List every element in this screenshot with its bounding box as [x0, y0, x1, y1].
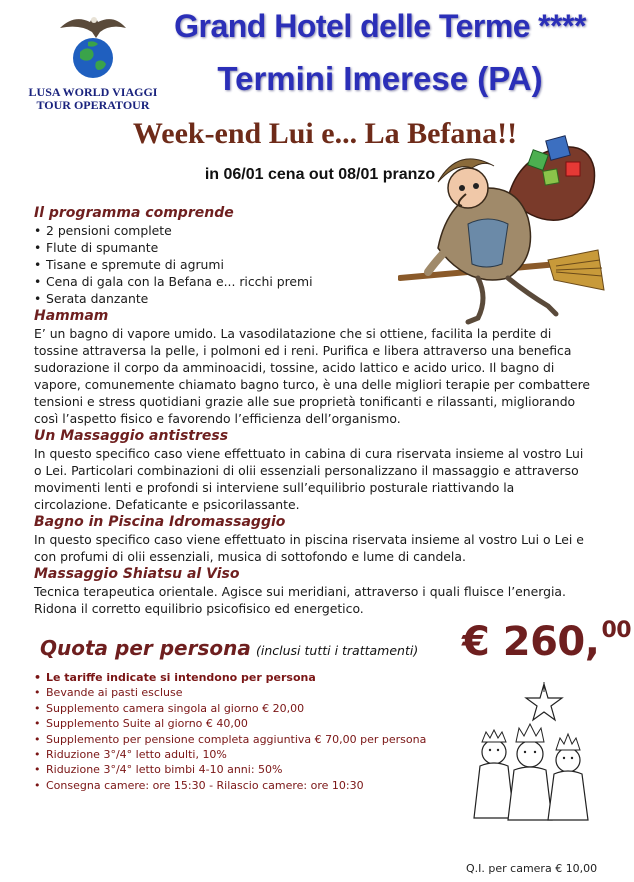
list-item: • Flute di spumante	[34, 239, 594, 256]
main-content	[34, 204, 594, 617]
quota-label: Quota per persona	[40, 636, 251, 660]
price-cents: 00	[601, 618, 632, 643]
programma-list	[34, 222, 594, 307]
conditions-list	[34, 670, 464, 793]
price-main: € 260,	[462, 619, 600, 665]
condition-item: • Le tariffe indicate si intendono per persona	[34, 670, 464, 685]
price	[462, 618, 631, 665]
piscina-text: In questo specifico caso viene effettuato in piscina riservata insieme al vostro Lui o Lei e con profumi di olii essenziali, musica di sottofondo e lume di candela.	[34, 532, 584, 564]
hammam-text: E’ un bagno di vapore umido. La vasodilatazione che si ottiene, facilita la perdite di tossine attraversa la pelle, i polmoni ed i reni. Purifica e libera attraverso una benefica sudorazione il corpo da amminoacidi, tossine, acido lattico e acido urico. Il bagno di vapore, comunemente chiamato bagno turco, è una delle migliori terapie per combattere tensioni e stress quotidiani grazie alle sue proprietà tonificanti e rilassanti, migliorando così l’aspetto fisico e favorendo l’efficienza dell’organismo.	[34, 326, 591, 426]
hotel-name	[130, 8, 630, 45]
footnote: Q.I. per camera € 10,00	[466, 862, 598, 875]
hotel-name-text: Grand Hotel delle Terme	[174, 8, 531, 44]
hotel-stars: ****	[538, 8, 586, 44]
massaggio-text: In questo specifico caso viene effettuato in cabina di cura riservata insieme al vostro Lui o Lei. Particolari combinazioni di olii essenziali personalizzano il massaggio e attraverso movimenti lenti e profondi si interviene sull’equilibrio posturale riattivando la circolazione. Defaticante e psicorilassante.	[34, 446, 584, 512]
condition-item: • Supplemento camera singola al giorno € 20,00	[34, 701, 464, 716]
logo-line-1: LUSA WORLD VIAGGI	[28, 85, 158, 99]
condition-item: • Bevande ai pasti escluse	[34, 685, 464, 700]
logo-line-2: TOUR OPERATOUR	[36, 98, 150, 112]
list-item: • Serata danzante	[34, 290, 594, 307]
three-kings-illustration	[468, 682, 596, 826]
condition-item: • Supplemento per pensione completa aggiuntiva € 70,00 per persona	[34, 732, 464, 747]
piscina-title: Bagno in Piscina Idromassaggio	[34, 514, 286, 530]
event-dates: in 06/01 cena out 08/01 pranzo	[204, 166, 436, 183]
list-item: • 2 pensioni complete	[34, 222, 594, 239]
condition-item: • Riduzione 3°/4° letto bimbi 4-10 anni: 50%	[34, 762, 464, 777]
hammam-title: Hammam	[34, 308, 109, 324]
condition-item: • Supplemento Suite al giorno € 40,00	[34, 716, 464, 731]
list-item: • Tisane e spremute di agrumi	[34, 256, 594, 273]
hotel-location: Termini Imerese (PA)	[217, 60, 543, 97]
event-title: Week-end Lui e... La Befana!!	[132, 117, 518, 150]
list-item: • Cena di gala con la Befana e... ricchi premi	[34, 273, 594, 290]
eagle-globe-icon	[58, 6, 128, 86]
shiatsu-text: Tecnica terapeutica orientale. Agisce sui meridiani, attraverso i quali fluisce l’energia. Ridona il corretto equilibrio psicofisico ed energetico.	[34, 584, 566, 616]
shiatsu-title: Massaggio Shiatsu al Viso	[34, 566, 240, 582]
programma-title: Il programma comprende	[34, 205, 234, 221]
quota-note: (inclusi tutti i trattamenti)	[256, 643, 419, 658]
condition-item: • Consegna camere: ore 15:30 - Rilascio camere: ore 10:30	[34, 778, 464, 793]
condition-item: • Riduzione 3°/4° letto adulti, 10%	[34, 747, 464, 762]
massaggio-title: Un Massaggio antistress	[34, 428, 229, 444]
